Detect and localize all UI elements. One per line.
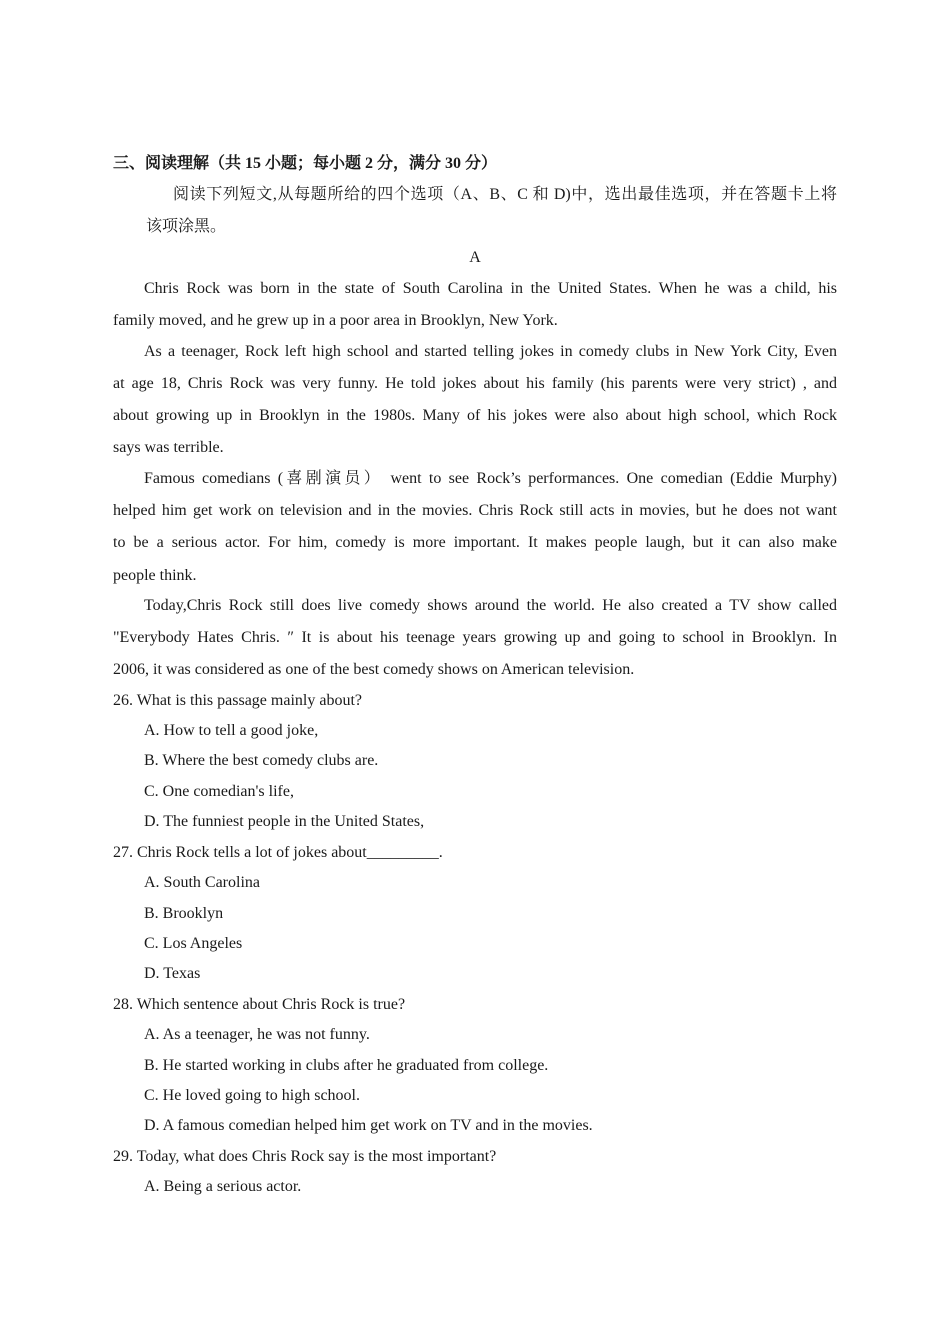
answer-option: D. A famous comedian helped him get work on TV and in the movies. — [144, 1117, 593, 1134]
passage-line: about growing up in Brooklyn in the 1980s. Many of his jokes were also about high school, which Rock — [113, 407, 837, 424]
question-stem: 26. What is this passage mainly about? — [113, 692, 362, 709]
passage-line: helped him get work on television and in the movies. Chris Rock still acts in movies, but he does not want — [113, 502, 837, 519]
instructions-line-2: 该项涂黑。 — [146, 218, 227, 235]
instructions-line-1: 阅读下列短文,从每题所给的四个选项（A、B、C 和 D)中，选出最佳选项，并在答题卡上将 — [173, 186, 837, 203]
answer-option: C. Los Angeles — [144, 935, 243, 952]
answer-option: A. Being a serious actor. — [144, 1178, 302, 1195]
passage-line: 2006, it was considered as one of the best comedy shows on American television. — [113, 661, 635, 678]
passage-line: Today,Chris Rock still does live comedy shows around the world. He also created a TV show called — [144, 597, 837, 614]
passage-line: family moved, and he grew up in a poor area in Brooklyn, New York. — [113, 312, 558, 329]
answer-option: A. How to tell a good joke, — [144, 722, 319, 739]
question-stem: 29. Today, what does Chris Rock say is the most important? — [113, 1148, 497, 1165]
answer-option: A. As a teenager, he was not funny. — [144, 1026, 370, 1043]
question-stem: 27. Chris Rock tells a lot of jokes about_________. — [113, 844, 443, 861]
passage-line: people think. — [113, 567, 197, 584]
passage-line: "Everybody Hates Chris. ″ It is about his teenage years growing up and going to school in Brooklyn. In — [113, 629, 837, 646]
answer-option: D. The funniest people in the United States, — [144, 813, 425, 830]
answer-option: B. He started working in clubs after he graduated from college. — [144, 1057, 549, 1074]
question-stem: 28. Which sentence about Chris Rock is true? — [113, 996, 406, 1013]
passage-line: says was terrible. — [113, 439, 224, 456]
answer-option: C. One comedian's life, — [144, 783, 294, 800]
passage-line: Famous comedians (喜剧演员） went to see Rock’s performances. One comedian (Eddie Murphy) — [144, 470, 837, 487]
passage-line: Chris Rock was born in the state of South Carolina in the United States. When he was a child, his — [144, 280, 837, 297]
answer-option: C. He loved going to high school. — [144, 1087, 360, 1104]
answer-option: B. Where the best comedy clubs are. — [144, 752, 379, 769]
passage-line: to be a serious actor. For him, comedy is more important. It makes people laugh, but it can also make — [113, 534, 837, 551]
answer-option: D. Texas — [144, 965, 201, 982]
answer-option: B. Brooklyn — [144, 905, 224, 922]
answer-option: A. South Carolina — [144, 874, 260, 891]
passage-label: A — [469, 249, 481, 266]
section-title: 三、阅读理解（共 15 小题；每小题 2 分，满分 30 分） — [113, 155, 498, 172]
passage-line: at age 18, Chris Rock was very funny. He told jokes about his family (his parents were very strict) , and — [113, 375, 837, 392]
passage-line: As a teenager, Rock left high school and started telling jokes in comedy clubs in New York City, Even — [144, 343, 837, 360]
